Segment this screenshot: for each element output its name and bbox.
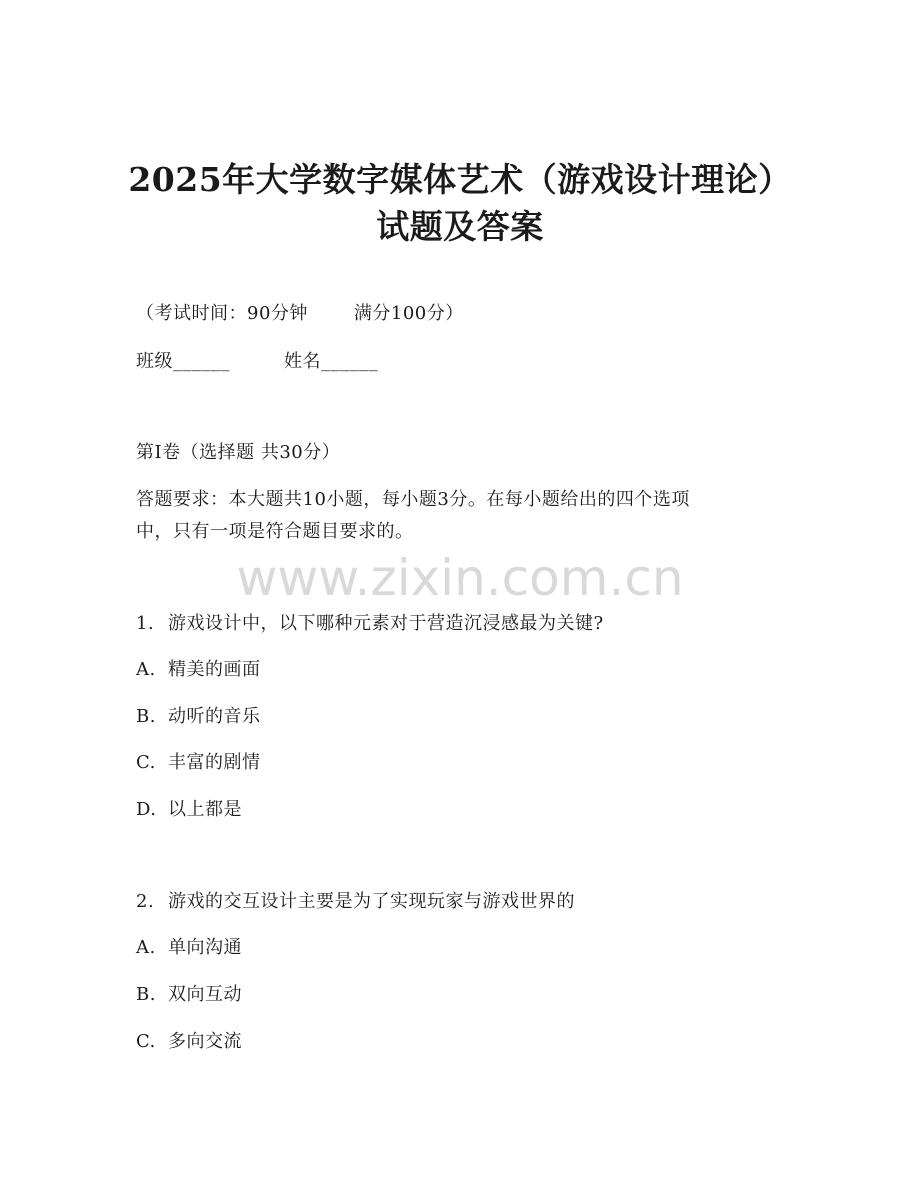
option-text: 动听的音乐 bbox=[168, 706, 261, 727]
option-text: 以上都是 bbox=[168, 799, 242, 820]
question-2-option-b[interactable] bbox=[136, 983, 242, 1007]
option-letter: A. bbox=[136, 937, 156, 958]
option-text: 精美的画面 bbox=[168, 659, 261, 680]
option-letter: B. bbox=[136, 984, 156, 1005]
document-title-line-1: 2025年大学数字媒体艺术（游戏设计理论） bbox=[128, 160, 792, 199]
option-letter: A. bbox=[136, 659, 156, 680]
document-title-line-2: 试题及答案 bbox=[376, 207, 544, 246]
name-field[interactable]: 姓名______ bbox=[284, 351, 378, 372]
option-letter: C. bbox=[136, 1031, 156, 1052]
question-1-option-a[interactable] bbox=[136, 658, 261, 682]
section-instructions-line-2: 中，只有一项是符合题目要求的。 bbox=[136, 521, 414, 542]
option-text: 多向交流 bbox=[168, 1031, 242, 1052]
question-2-option-a[interactable] bbox=[136, 936, 242, 960]
question-1-option-b[interactable] bbox=[136, 705, 261, 729]
question-1-text: 游戏设计中，以下哪种元素对于营造沉浸感最为关键? bbox=[168, 613, 604, 634]
section-instructions-line-1: 答题要求：本大题共10小题，每小题3分。在每小题给出的四个选项 bbox=[136, 489, 690, 510]
question-2 bbox=[136, 890, 575, 914]
question-2-option-c[interactable] bbox=[136, 1030, 242, 1054]
question-2-number: 2. bbox=[136, 891, 155, 912]
question-2-text: 游戏的交互设计主要是为了实现玩家与游戏世界的 bbox=[168, 891, 575, 912]
question-1-number: 1. bbox=[136, 613, 155, 634]
option-text: 单向沟通 bbox=[168, 937, 242, 958]
exam-time: （考试时间：90分钟 bbox=[136, 303, 308, 324]
question-1 bbox=[136, 612, 604, 636]
watermark: www.zixin.com.cn bbox=[236, 549, 684, 607]
option-text: 双向互动 bbox=[168, 984, 242, 1005]
option-letter: D. bbox=[136, 799, 157, 820]
option-letter: B. bbox=[136, 706, 156, 727]
question-1-option-c[interactable] bbox=[136, 751, 261, 775]
class-field[interactable]: 班级______ bbox=[136, 351, 230, 372]
option-text: 丰富的剧情 bbox=[168, 752, 261, 773]
question-1-option-d[interactable] bbox=[136, 798, 242, 822]
student-fields bbox=[136, 350, 378, 374]
exam-info bbox=[136, 302, 464, 326]
section-heading: 第I卷（选择题 共30分） bbox=[136, 442, 341, 463]
exam-score: 满分100分） bbox=[353, 303, 464, 324]
option-letter: C. bbox=[136, 752, 156, 773]
